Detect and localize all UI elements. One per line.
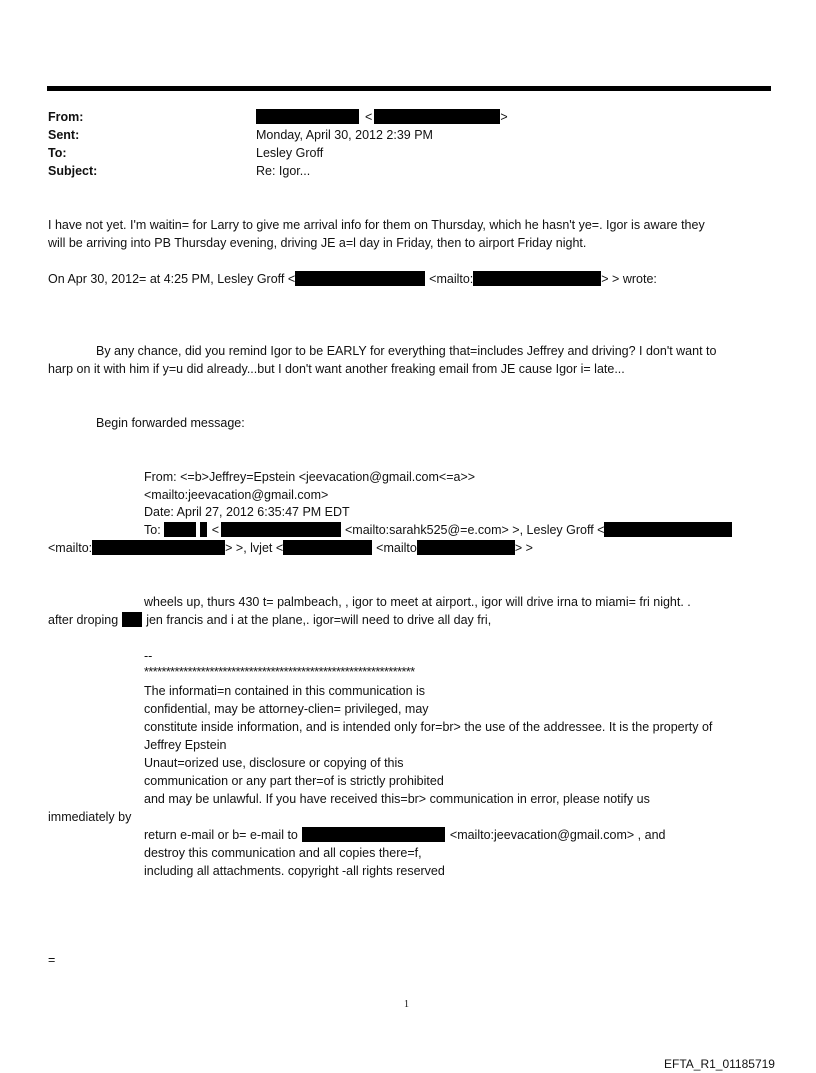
to-value: Lesley Groff (256, 146, 324, 160)
disclaimer-line-9 (144, 827, 665, 843)
quote-header-text: On Apr 30, 2012= at 4:25 PM, Lesley Groff < (48, 272, 296, 286)
disclaimer-line-2: confidential, may be attorney-clien= privileged, may (144, 702, 429, 716)
reply-line-1: I have not yet. I'm waitin= for Larry to give me arrival info for them on Thursday, which he hasn't ye=. Igor is aware they (48, 218, 705, 232)
wheels-line-2-start: after droping (48, 613, 119, 627)
page-number: 1 (404, 999, 409, 1010)
fwd-to2-lvjet: > >, lvjet < (225, 541, 284, 555)
redaction-block (374, 109, 500, 124)
fwd-to2-mailto: <mailto: (48, 541, 93, 555)
quote-header (48, 271, 657, 287)
fwd-from-line-1: From: <=b>Jeffrey=Epstein <jeevacation@gmail.com<=a>> (144, 470, 476, 484)
redaction-block (92, 540, 225, 555)
from-bracket-open: < (365, 110, 373, 124)
redaction-block (200, 522, 207, 537)
fwd-to-line-1 (144, 522, 732, 538)
redaction-block (164, 522, 196, 537)
disclaimer-line-6: communication or any part ther=of is strictly prohibited (144, 774, 444, 788)
disclaimer-line-3: constitute inside information, and is intended only for=br> the use of the addressee. It is the property of (144, 720, 713, 734)
wheels-line-1: wheels up, thurs 430 t= palmbeach, , igor to meet at airport., igor will drive irna to miami= fri night. . (144, 595, 691, 609)
begin-forwarded: Begin forwarded message: (96, 416, 245, 430)
header-rule (47, 86, 771, 91)
quote-header-mailto: <mailto: (429, 272, 474, 286)
trailing-equals: = (48, 953, 56, 967)
disclaimer-line-10: destroy this communication and all copies there=f, (144, 846, 422, 860)
redaction-block (283, 540, 372, 555)
fwd-from-line-2: <mailto:jeevacation@gmail.com> (144, 488, 329, 502)
sent-value: Monday, April 30, 2012 2:39 PM (256, 128, 433, 142)
disclaimer-line-4: Jeffrey Epstein (144, 738, 227, 752)
disclaimer-line-8: immediately by (48, 810, 132, 824)
bates-number: EFTA_R1_01185719 (664, 1057, 775, 1071)
redaction-block (473, 271, 601, 286)
fwd-to2-close: > > (514, 541, 533, 555)
redaction-block (122, 612, 142, 627)
signature-stars: ************************************************************** (144, 665, 415, 679)
disclaimer-line-11: including all attachments. copyright -all rights reserved (144, 864, 445, 878)
from-label: From: (48, 110, 84, 124)
redaction-block (302, 827, 445, 842)
redaction-block (295, 271, 425, 286)
disclaimer-line-1: The informati=n contained in this communication is (144, 684, 426, 698)
from-bracket-close: > (500, 110, 508, 124)
signature-dash: -- (144, 649, 153, 663)
fwd-to-line-2 (48, 540, 533, 556)
fwd-date: Date: April 27, 2012 6:35:47 PM EDT (144, 505, 350, 519)
to-label: To: (48, 146, 67, 160)
fwd-to-addresses: <mailto:sarahk525@=e.com> >, Lesley Groff < (345, 523, 605, 537)
wheels-line-2 (48, 612, 491, 628)
subject-label: Subject: (48, 164, 98, 178)
lesley-line-1: By any chance, did you remind Igor to be EARLY for everything that=includes Jeffrey and driving? I don't want to (96, 344, 717, 358)
fwd-to-label: To: (144, 523, 161, 537)
fwd-to-bracket: < (211, 523, 219, 537)
disclaimer-line-7: and may be unlawful. If you have received this=br> communication in error, please notify us (144, 792, 650, 806)
wheels-line-2-rest: jen francis and i at the plane,. igor=will need to drive all day fri, (146, 613, 492, 627)
quote-header-wrote: > > wrote: (601, 272, 657, 286)
disclaimer-return-email: return e-mail or b= e-mail to (144, 828, 298, 842)
sent-label: Sent: (48, 128, 80, 142)
from-value (256, 109, 508, 125)
redaction-block (604, 522, 732, 537)
disclaimer-line-5: Unaut=orized use, disclosure or copying of this (144, 756, 404, 770)
lesley-line-2: harp on it with him if y=u did already...but I don't want another freaking email from JE cause Igor i= late... (48, 362, 625, 376)
redaction-block (256, 109, 359, 124)
reply-line-2: will be arriving into PB Thursday evening, driving JE a=l day in Friday, then to airport Friday night. (48, 236, 587, 250)
disclaimer-mailto: <mailto:jeevacation@gmail.com> , and (449, 828, 666, 842)
redaction-block (221, 522, 341, 537)
subject-value: Re: Igor... (256, 164, 311, 178)
fwd-to2-mailto-2: <mailto (376, 541, 417, 555)
redaction-block (417, 540, 515, 555)
